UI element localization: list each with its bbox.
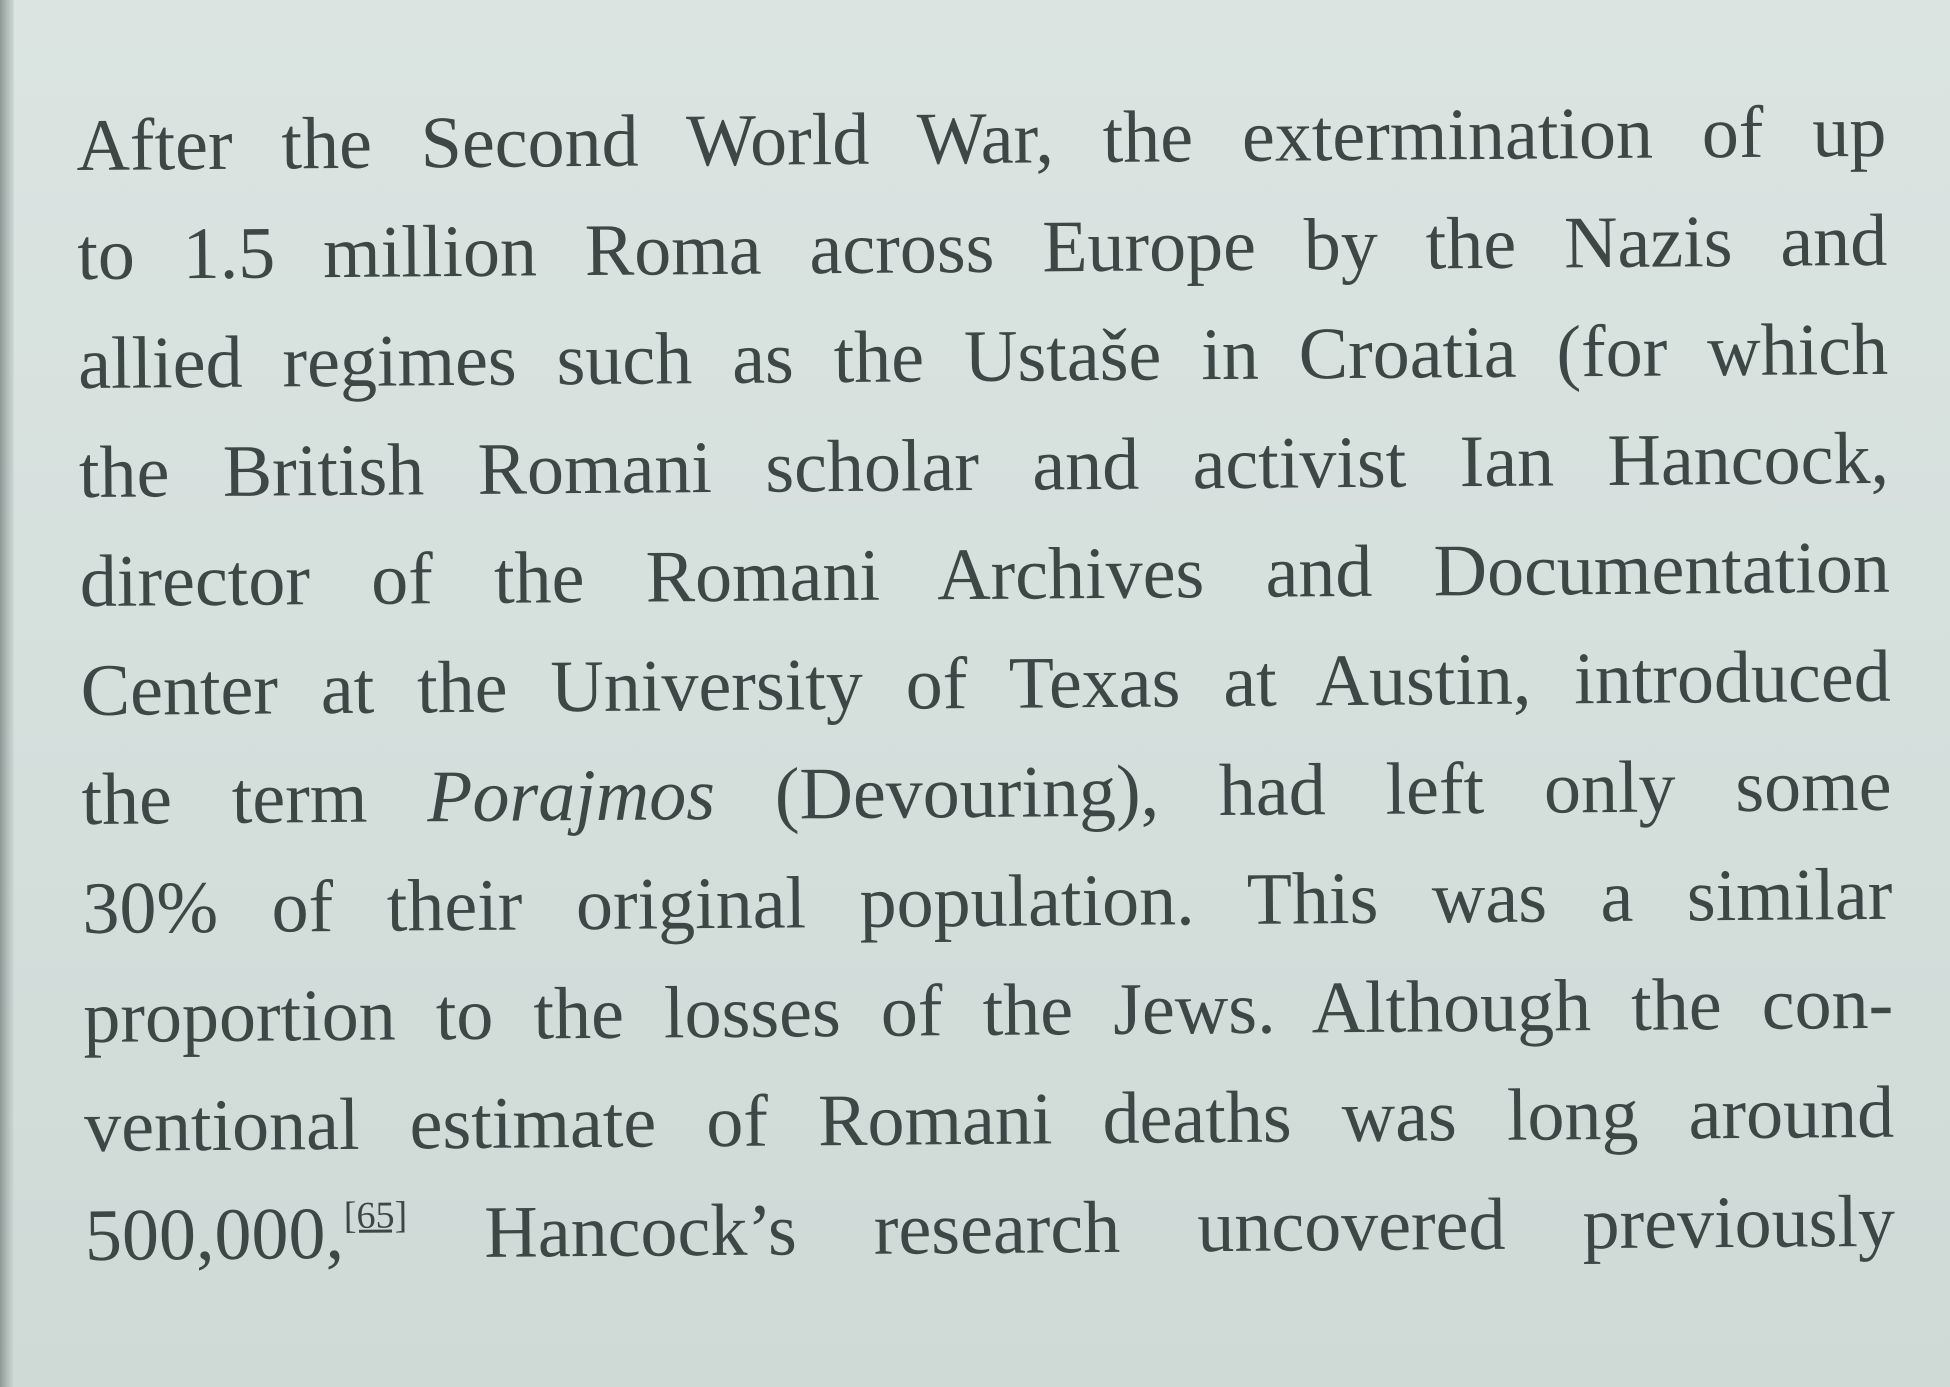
text-line — [85, 1168, 1896, 1291]
citation-link[interactable]: [65] — [343, 1194, 408, 1237]
text-line: to 1.5 million Roma across Europe by the Nazis and — [76, 199, 1888, 296]
device-bezel — [0, 0, 14, 1387]
text-page — [76, 78, 1895, 1291]
text-segment: the term — [81, 756, 428, 841]
text-segment: (Devouring), had left only some — [714, 744, 1892, 837]
text-line: After the Second World War, the extermination of up — [76, 90, 1887, 187]
text-line: proportion to the losses of the Jews. Although the con- — [82, 962, 1894, 1059]
text-line — [81, 732, 1892, 855]
text-segment: Hancock’s research uncovered previously — [406, 1180, 1896, 1275]
text-segment: 500,000, — [84, 1192, 345, 1277]
text-line: allied regimes such as the Ustaše in Croatia (for which — [77, 308, 1889, 405]
text-line: ventional estimate of Romani deaths was long around — [83, 1071, 1895, 1168]
text-line: Center at the University of Texas at Austin, introduced — [80, 635, 1891, 732]
italic-term: Porajmos — [426, 754, 716, 839]
text-line: 30% of their original population. This was a similar — [82, 853, 1893, 950]
text-line: director of the Romani Archives and Documentation — [79, 526, 1891, 623]
text-line: the British Romani scholar and activist Ian Hancock, — [78, 417, 1890, 514]
